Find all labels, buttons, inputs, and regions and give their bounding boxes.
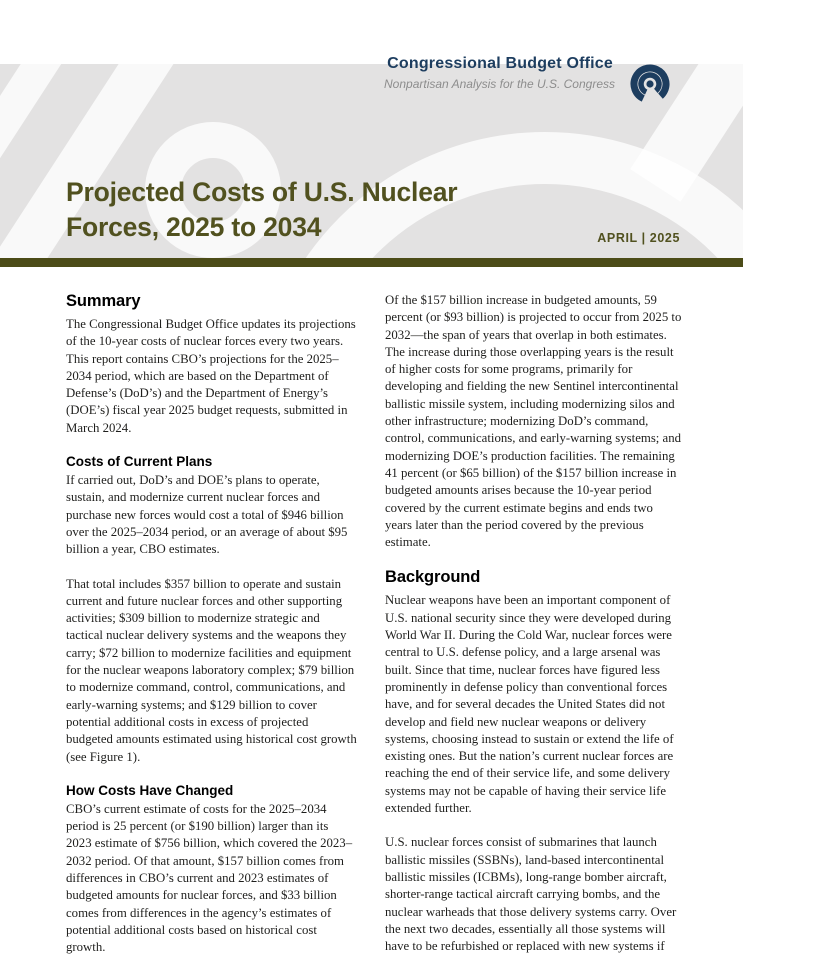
column-left xyxy=(66,292,357,974)
paragraph: The Congressional Budget Office updates its projections of the 10-year costs of nuclear forces every two years. This report contains CBO’s projections for the 2025–2034 period, which are based on the Department of Defense’s (DoD’s) and the Department of Energy’s (DOE’s) fiscal year 2025 budget requests, submitted in March 2024. xyxy=(66,317,356,435)
paragraph: U.S. nuclear forces consist of submarines that launch ballistic missiles (SSBNs), land-based intercontinental ballistic missiles (ICBMs), long-range bomber aircraft, shorter-range tactical aircraft carrying bombs, and the nuclear warheads that those delivery systems carry. Over the next two decades, essentially all those systems will have to be refurbished or replaced with new systems if xyxy=(385,835,677,954)
cbo-rings-logo-icon xyxy=(623,65,677,107)
header-band xyxy=(0,55,743,258)
org-name: Congressional Budget Office xyxy=(387,55,613,72)
page-title-line1: Projected Costs of U.S. Nuclear xyxy=(66,177,458,207)
section-heading: Background xyxy=(385,568,481,587)
paragraph: Nuclear weapons have been an important component of U.S. national security since they were developed during World War II. During the Cold War, nuclear forces were central to U.S. defense policy, and a large arsenal was built. Since that time, nuclear forces have figured less prominently in defense policy than conventional forces have, and for several decades the United States did not develop and field new nuclear weapons or delivery systems, choosing instead to sustain or extend the life of existing ones. But the nation’s current nuclear forces are reaching the end of their service life, and some delivery systems may not be capable of having their service life extended further. xyxy=(385,593,674,816)
org-tagline: Nonpartisan Analysis for the U.S. Congress xyxy=(384,77,615,91)
paragraph: Of the $157 billion increase in budgeted amounts, 59 percent (or $93 billion) is projected to occur from 2025 to 2032—the span of years that overlap in both estimates. The increase during those overlapping years is the result of higher costs for some programs, primarily for developing and fielding the new Sentinel intercontinental ballistic missile system, including modernizing silos and other infrastructure; modernizing DoD’s command, control, communications, and early-warning systems; and modernizing DOE’s production facilities. The remaining 41 percent (or $65 billion) of the $157 billion increase in budgeted amounts arises because the 10-year period covered by the current estimate begins and ends two years later than the period covered by the previous estimate. xyxy=(385,293,682,550)
paragraph: CBO’s current estimate of costs for the 2025–2034 period is 25 percent (or $190 billion) larger than its 2023 estimate of $756 billion, which covered the 2023–2032 period. Of that amount, $157 billion comes from differences in CBO’s current and 2023 estimates of budgeted amounts for nuclear forces, and $33 billion comes from differences in the agency’s estimates of potential additional costs based on historical cost growth. xyxy=(66,801,353,955)
paragraph: That total includes $357 billion to operate and sustain current and future nuclear forces and other supporting activities; $309 billion to modernize strategic and tactical nuclear delivery systems and the weapons they carry; $72 billion to modernize facilities and equipment for the nuclear weapons laboratory complex; $79 billion to modernize command, control, communications, and early-warning systems; and $129 billion to cover potential additional costs in excess of projected budgeted amounts estimated using historical cost growth (see Figure 1). xyxy=(66,576,357,764)
column-right xyxy=(385,292,682,972)
section-heading: How Costs Have Changed xyxy=(66,782,234,798)
publication-date: APRIL | 2025 xyxy=(597,231,680,245)
section-heading: Summary xyxy=(66,292,141,310)
title-divider-rule xyxy=(0,258,743,267)
page-title-line2: Forces, 2025 to 2034 xyxy=(66,212,322,242)
paragraph: If carried out, DoD’s and DOE’s plans to operate, sustain, and modernize current nuclear forces and purchase new forces would cost a total of $946 billion over the 2025–2034 period, or an average of about $95 billion a year, CBO estimates. xyxy=(66,473,348,557)
page-title xyxy=(66,175,457,245)
section-heading: Costs of Current Plans xyxy=(66,454,213,470)
